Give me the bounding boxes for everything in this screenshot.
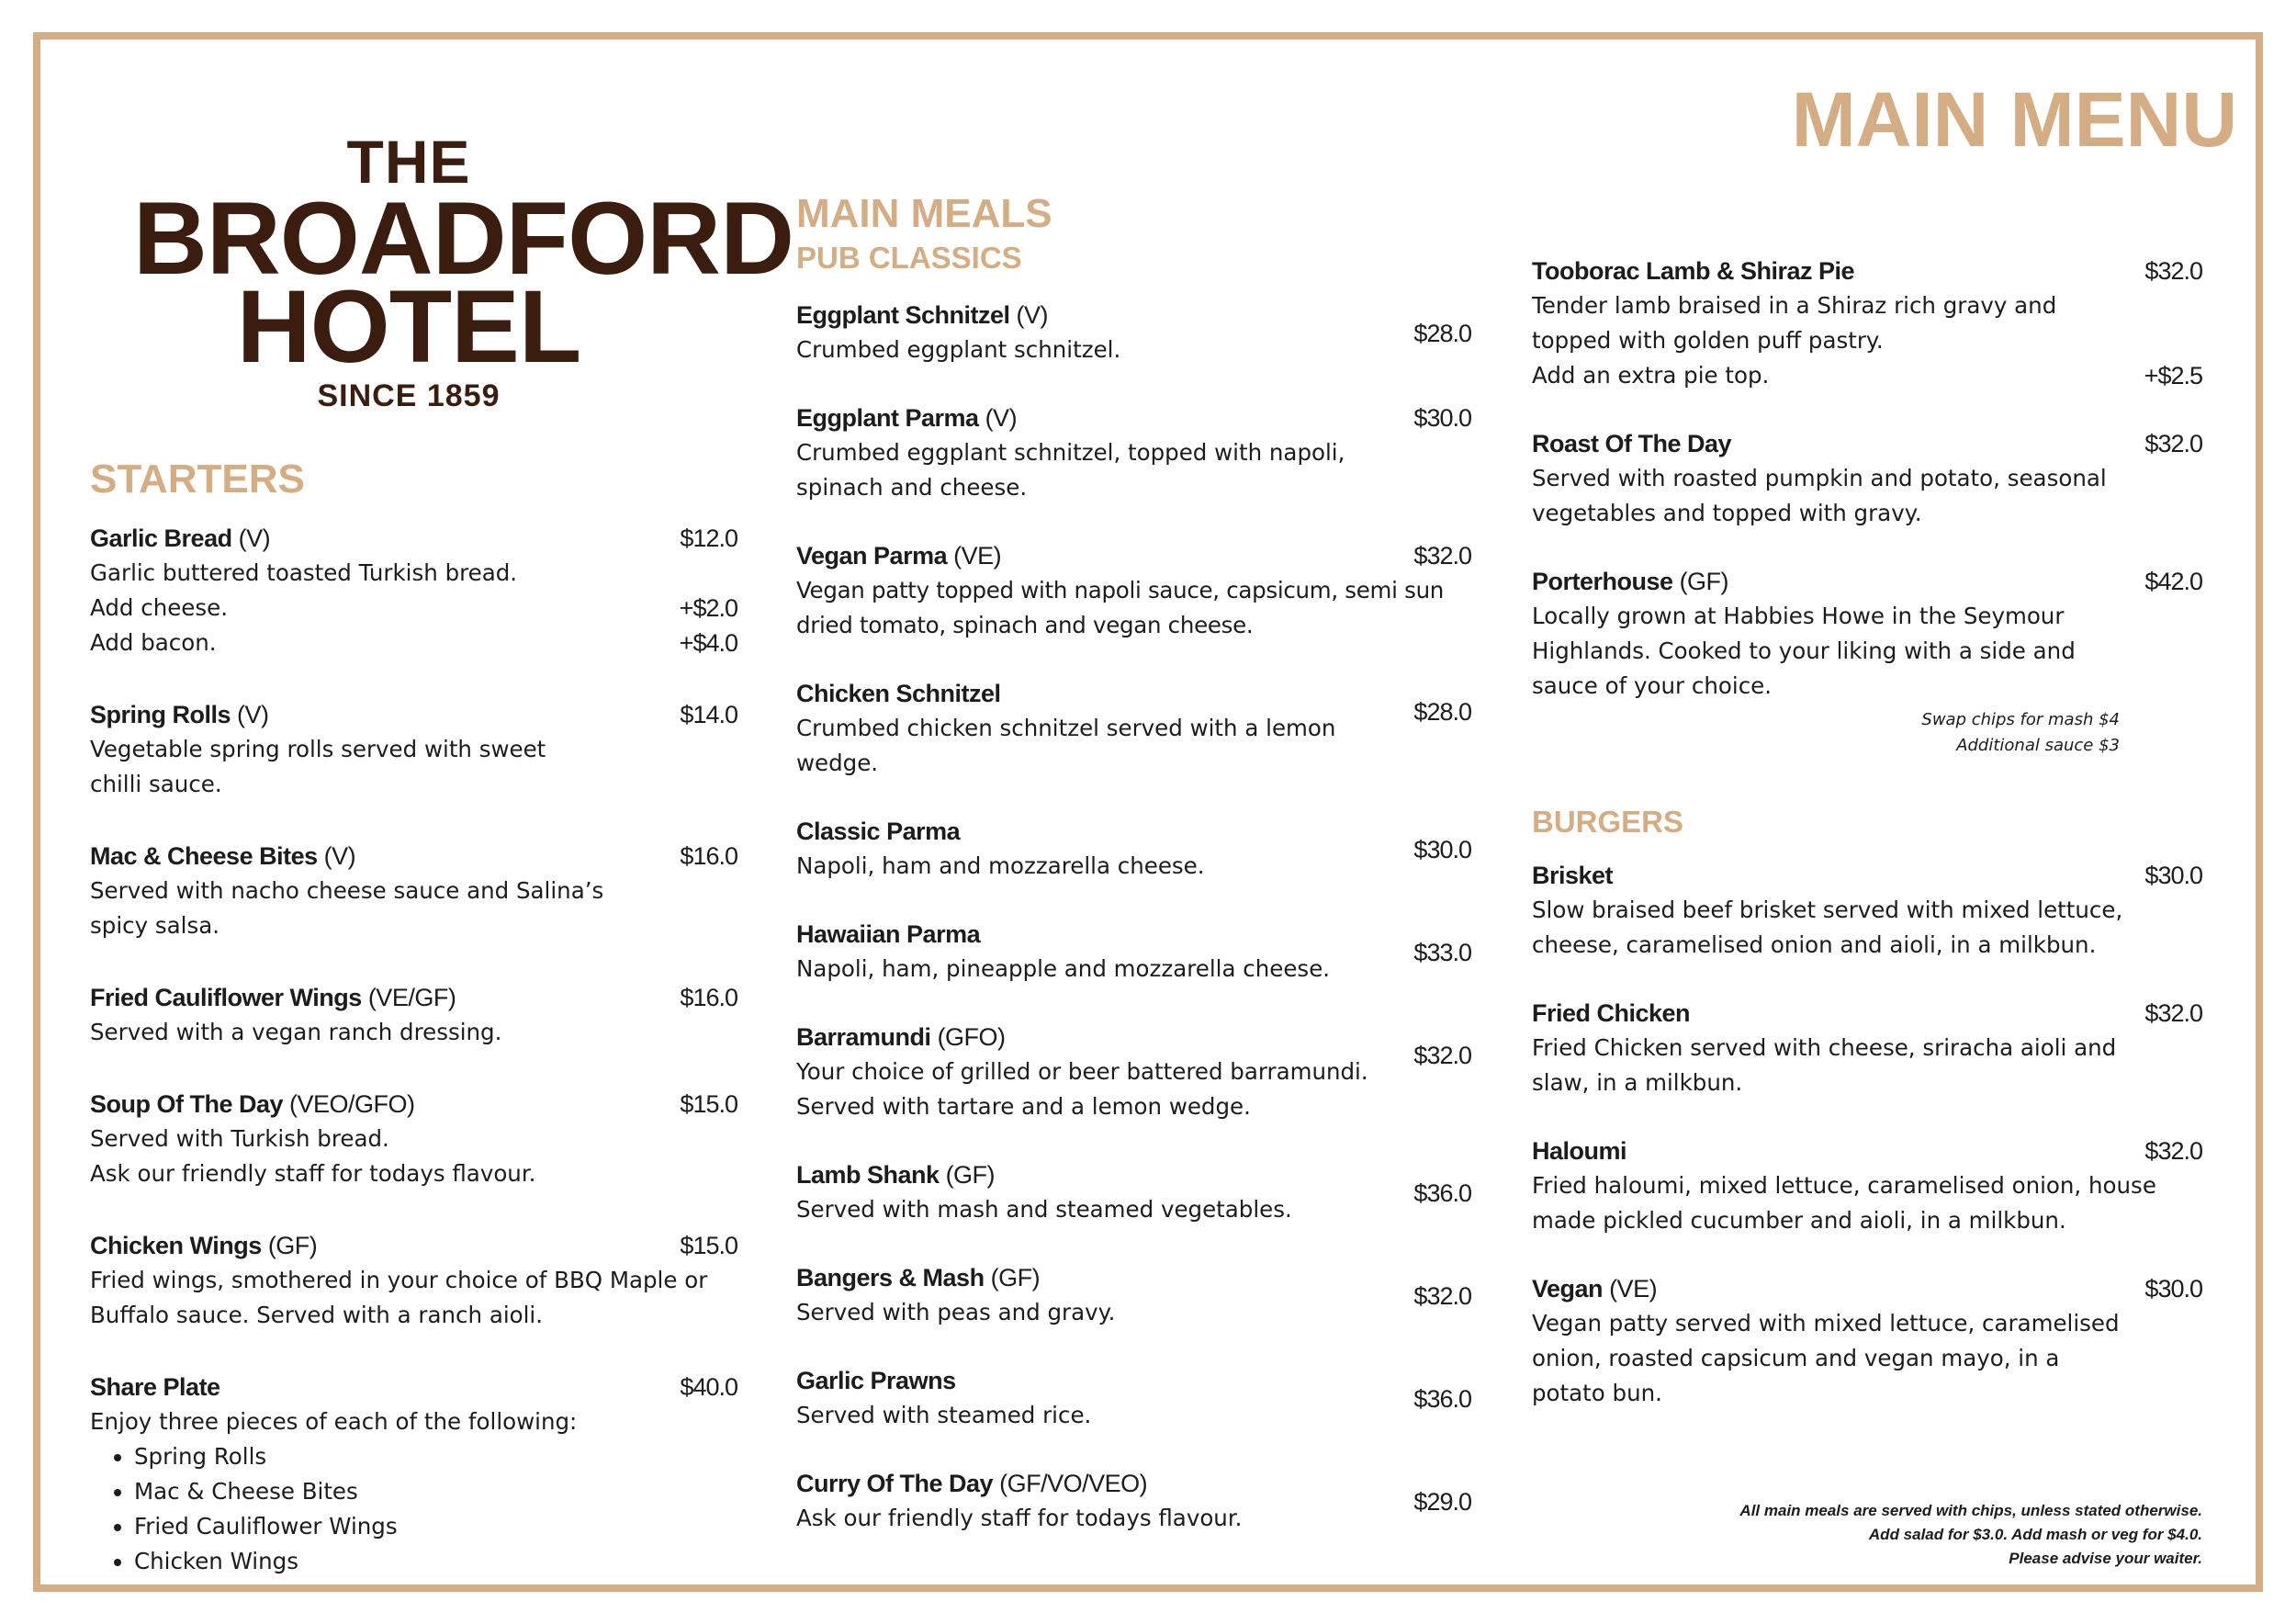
item-price: $30.0 — [2144, 862, 2202, 889]
footer-line: Please advise your waiter. — [2009, 1550, 2202, 1567]
item-description: Fried Chicken served with cheese, sriracha aioli and slaw, in a milkbun. — [1532, 1034, 2117, 1096]
item-name — [1532, 1133, 2202, 1168]
item-name-text: Fried Chicken — [1532, 999, 1691, 1027]
item-name-text: Chicken Schnitzel — [796, 680, 1001, 707]
menu-item — [796, 814, 1471, 884]
item-description-extra: Ask our friendly staff for todays flavour. — [90, 1160, 536, 1187]
item-name — [1532, 426, 2202, 461]
item-name — [90, 839, 737, 874]
item-price: $32.0 — [2144, 257, 2202, 285]
note-additional-sauce: Additional sauce $3 — [1956, 736, 2120, 755]
item-description: Served with a vegan ranch dressing. — [90, 1019, 502, 1045]
extra-price: +$2.0 — [679, 594, 737, 622]
item-name-text: Lamb Shank — [796, 1161, 940, 1189]
dietary-tag: (GF) — [1679, 568, 1729, 595]
item-name — [90, 1087, 737, 1122]
item-name — [1532, 564, 2202, 599]
starters-column — [90, 455, 737, 1616]
item-price: $12.0 — [680, 524, 737, 552]
item-description: Fried haloumi, mixed lettuce, caramelised onion, house made pickled cucumber and aioli, in a milkbun. — [1532, 1172, 2156, 1234]
item-name — [796, 1157, 1471, 1192]
item-price: $32.0 — [1413, 542, 1471, 570]
item-name — [90, 1370, 737, 1404]
menu-item — [90, 1370, 737, 1579]
dietary-tag: (V) — [237, 701, 269, 728]
menu-item — [90, 697, 737, 802]
page-title: MAIN MENU — [1791, 76, 2237, 163]
item-price: $32.0 — [1413, 1282, 1471, 1310]
item-name — [90, 1228, 737, 1263]
list-item: • Chicken Wings — [134, 1544, 737, 1579]
item-name — [1532, 254, 2202, 288]
dietary-tag: (GFO) — [937, 1023, 1006, 1051]
item-name — [796, 1260, 1471, 1295]
menu-item — [90, 521, 737, 660]
item-price: $28.0 — [1413, 320, 1471, 347]
item-description: Served with nacho cheese sauce and Salina’s spicy salsa. — [90, 877, 604, 939]
item-price: $32.0 — [2144, 999, 2202, 1027]
logo-the: THE — [346, 128, 471, 196]
item-description: Served with roasted pumpkin and potato, seasonal vegetables and topped with gravy. — [1532, 465, 2107, 526]
item-name — [796, 1363, 1471, 1398]
item-name — [1532, 1271, 2202, 1306]
item-description: Crumbed chicken schnitzel served with a lemon wedge. — [796, 715, 1336, 776]
item-description: Ask our friendly staff for todays flavour. — [796, 1505, 1243, 1531]
menu-item — [796, 917, 1471, 987]
item-name — [1532, 858, 2202, 893]
extra-price: +$4.0 — [679, 629, 737, 657]
item-price: $15.0 — [680, 1232, 737, 1259]
main-meals-column — [796, 184, 1471, 1569]
item-description: Served with peas and gravy. — [796, 1299, 1116, 1325]
item-name-text: Eggplant Schnitzel — [796, 301, 1010, 329]
share-plate-list — [90, 1439, 737, 1579]
item-name — [796, 1020, 1471, 1054]
item-description: Vegan patty served with mixed lettuce, caramelised onion, roasted capsicum and vegan mayo, in a potato bun. — [1532, 1310, 2120, 1406]
item-name-text: Roast Of The Day — [1532, 430, 1732, 457]
item-description: Napoli, ham, pineapple and mozzarella cheese. — [796, 955, 1331, 982]
logo-line1: BROADFORD — [133, 181, 793, 296]
menu-item — [796, 538, 1471, 643]
dietary-tag: (VE) — [1609, 1275, 1658, 1303]
item-name — [796, 814, 1471, 849]
menu-item — [1532, 996, 2202, 1100]
burgers-heading: BURGERS — [1532, 805, 1684, 839]
item-name-text: Bangers & Mash — [796, 1264, 985, 1291]
item-name-text: Hawaiian Parma — [796, 920, 981, 948]
item-price: $40.0 — [680, 1373, 737, 1401]
menu-item — [1532, 1271, 2202, 1411]
item-price: $28.0 — [1413, 698, 1471, 726]
menu-item — [796, 1466, 1471, 1536]
menu-item — [796, 1363, 1471, 1433]
dietary-tag: (VEO/GFO) — [289, 1090, 415, 1118]
item-price: $32.0 — [2144, 1137, 2202, 1165]
dietary-tag: (GF) — [945, 1161, 996, 1189]
menu-item — [1532, 564, 2202, 759]
item-description: Napoli, ham and mozzarella cheese. — [796, 852, 1205, 879]
dietary-tag: (V) — [985, 404, 1018, 432]
menu-item — [1532, 426, 2202, 531]
item-price: $16.0 — [680, 842, 737, 870]
footer-line: All main meals are served with chips, unless stated otherwise. — [1739, 1502, 2202, 1519]
item-name-text: Garlic Bread — [90, 524, 232, 552]
menu-item — [796, 676, 1471, 781]
dietary-tag: (VE) — [953, 542, 1002, 570]
dietary-tag: (GF) — [267, 1232, 318, 1259]
footer-note — [1739, 1499, 2202, 1571]
item-name-text: Mac & Cheese Bites — [90, 842, 318, 870]
item-name — [796, 400, 1471, 435]
item-description: Vegan patty topped with napoli sauce, capsicum, semi sun dried tomato, spinach and vegan cheese. — [796, 577, 1445, 638]
item-extra — [1532, 358, 2202, 393]
item-price: $30.0 — [1413, 836, 1471, 863]
item-description: Fried wings, smothered in your choice of BBQ Maple or Buffalo sauce. Served with a ranch aioli. — [90, 1267, 708, 1328]
item-name-text: Eggplant Parma — [796, 404, 979, 432]
dietary-tag: (GF/VO/VEO) — [999, 1470, 1148, 1497]
porterhouse-note — [1532, 707, 2202, 759]
item-name — [796, 1466, 1471, 1501]
menu-item — [90, 839, 737, 943]
item-name-text: Tooborac Lamb & Shiraz Pie — [1532, 257, 1855, 285]
note-swap-chips: Swap chips for mash $4 — [1921, 710, 2120, 729]
logo-line2: HOTEL — [236, 269, 581, 384]
menu-item — [90, 980, 737, 1050]
starters-heading: STARTERS — [90, 457, 305, 502]
menu-item — [796, 298, 1471, 367]
extra-price: +$2.5 — [2144, 362, 2202, 389]
item-price: $30.0 — [1413, 404, 1471, 432]
item-price: $14.0 — [680, 701, 737, 728]
menu-item — [90, 1228, 737, 1333]
pub-classics-heading: PUB CLASSICS — [796, 241, 1022, 275]
item-name-text: Brisket — [1532, 862, 1614, 889]
item-description: Enjoy three pieces of each of the following: — [90, 1408, 578, 1435]
hotel-logo — [133, 128, 793, 419]
item-price: $36.0 — [1413, 1385, 1471, 1413]
item-description: Served with Turkish bread. — [90, 1125, 389, 1152]
item-name — [796, 538, 1471, 573]
dietary-tag: (V) — [323, 842, 356, 870]
item-description: Vegetable spring rolls served with sweet chilli sauce. — [90, 736, 546, 797]
extra-text: Add bacon. — [90, 629, 217, 656]
item-description: Tender lamb braised in a Shiraz rich gravy and topped with golden puff pastry. — [1532, 292, 2057, 354]
item-extra — [90, 626, 737, 660]
item-extra — [90, 591, 737, 626]
item-description: Crumbed eggplant schnitzel, topped with napoli, spinach and cheese. — [796, 439, 1345, 501]
item-name-text: Chicken Wings — [90, 1232, 262, 1259]
item-name-text: Fried Cauliflower Wings — [90, 984, 362, 1011]
item-name — [796, 676, 1471, 711]
item-name-text: Soup Of The Day — [90, 1090, 284, 1118]
main-meals-heading: MAIN MEALS — [796, 191, 1052, 236]
dietary-tag: (VE/GF) — [367, 984, 456, 1011]
dietary-tag: (GF) — [990, 1264, 1041, 1291]
logo-since: SINCE 1859 — [317, 378, 501, 413]
item-name-text: Porterhouse — [1532, 568, 1673, 595]
item-price: $32.0 — [1413, 1042, 1471, 1069]
item-name-text: Vegan Parma — [796, 542, 948, 570]
item-name-text: Vegan — [1532, 1275, 1604, 1303]
dietary-tag: (V) — [238, 524, 271, 552]
menu-item — [796, 1260, 1471, 1330]
item-name — [90, 697, 737, 732]
item-description: Your choice of grilled or beer battered barramundi. Served with tartare and a lemon wedge. — [796, 1058, 1368, 1120]
menu-item — [1532, 254, 2202, 393]
item-description: Garlic buttered toasted Turkish bread. — [90, 559, 518, 586]
item-name-text: Classic Parma — [796, 818, 961, 845]
item-description: Served with steamed rice. — [796, 1402, 1092, 1428]
item-price: $36.0 — [1413, 1179, 1471, 1207]
item-price: $30.0 — [2144, 1275, 2202, 1303]
list-item: • Spring Rolls — [134, 1439, 737, 1474]
item-name — [90, 980, 737, 1015]
item-name-text: Garlic Prawns — [796, 1367, 956, 1394]
item-name-text: Barramundi — [796, 1023, 931, 1051]
extra-text: Add cheese. — [90, 594, 228, 621]
menu-item — [1532, 858, 2202, 963]
item-price: $15.0 — [680, 1090, 737, 1118]
item-price: $16.0 — [680, 984, 737, 1011]
item-price: $29.0 — [1413, 1488, 1471, 1516]
item-description: Crumbed eggplant schnitzel. — [796, 336, 1121, 363]
item-description: Slow braised beef brisket served with mixed lettuce, cheese, caramelised onion and aioli, in a milkbun. — [1532, 897, 2123, 958]
item-name-text: Curry Of The Day — [796, 1470, 994, 1497]
item-name — [796, 917, 1471, 952]
item-name — [796, 298, 1471, 333]
menu-item — [90, 1087, 737, 1191]
specials-burgers-column — [1532, 254, 2202, 1444]
footer-line: Add salad for $3.0. Add mash or veg for $4.0. — [1868, 1526, 2202, 1543]
extra-text: Add an extra pie top. — [1532, 362, 1770, 389]
dietary-tag: (V) — [1016, 301, 1049, 329]
list-item: • Fried Cauliflower Wings — [134, 1509, 737, 1544]
menu-item — [796, 1020, 1471, 1124]
item-name-text: Share Plate — [90, 1373, 220, 1401]
item-description: Locally grown at Habbies Howe in the Seymour Highlands. Cooked to your liking with a side and sauce of your choice. — [1532, 603, 2076, 699]
item-price: $32.0 — [2144, 430, 2202, 457]
item-price: $33.0 — [1413, 939, 1471, 966]
menu-item — [1532, 1133, 2202, 1238]
item-name-text: Spring Rolls — [90, 701, 231, 728]
list-item: • Mac & Cheese Bites — [134, 1474, 737, 1509]
menu-item — [796, 400, 1471, 505]
item-name — [90, 521, 737, 556]
item-description: Served with mash and steamed vegetables. — [796, 1196, 1292, 1223]
item-name-text: Haloumi — [1532, 1137, 1627, 1165]
item-price: $42.0 — [2144, 568, 2202, 595]
item-name — [1532, 996, 2202, 1031]
menu-item — [796, 1157, 1471, 1227]
